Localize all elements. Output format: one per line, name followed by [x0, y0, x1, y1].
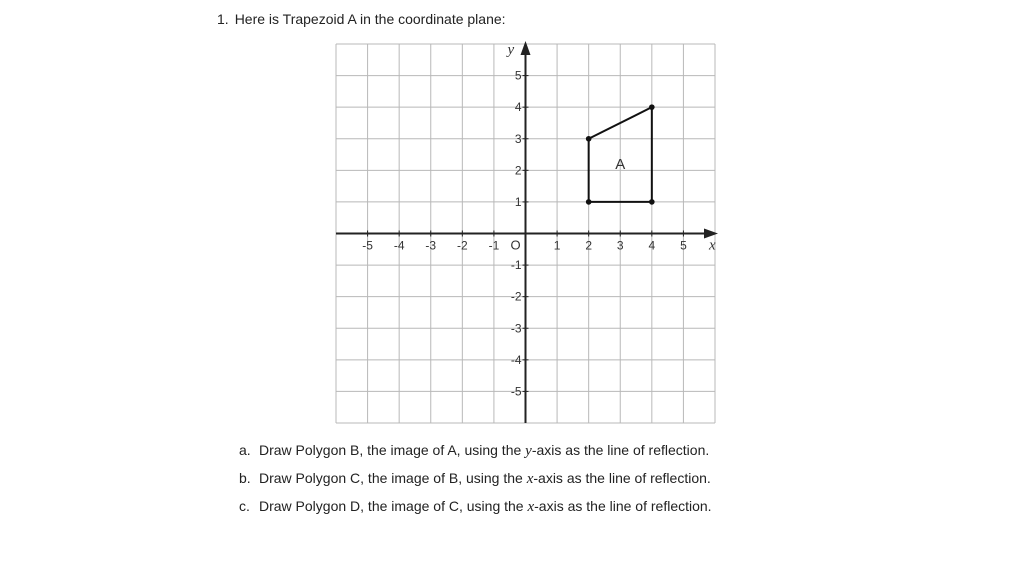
part-text-start: Draw Polygon D, the image of C, using the: [259, 498, 528, 514]
question-parts: [239, 441, 712, 525]
y-tick-label: -4: [510, 352, 522, 367]
x-tick-label: 4: [648, 238, 656, 253]
y-tick-label: 5: [514, 68, 522, 83]
y-tick-label: -5: [510, 384, 522, 399]
y-tick-label: -1: [510, 258, 522, 273]
axis-variable: y: [525, 443, 532, 459]
part-letter: a.: [239, 442, 251, 458]
part-letter: b.: [239, 470, 251, 486]
y-tick-label: 3: [514, 131, 522, 146]
y-tick-label: -3: [510, 321, 522, 336]
vertex-point: [649, 104, 655, 110]
y-axis-arrow-icon: [521, 41, 531, 55]
y-axis-label: y: [507, 42, 515, 58]
vertex-point: [586, 199, 592, 205]
y-tick-label: 2: [514, 163, 522, 178]
question-number: 1.: [217, 11, 229, 27]
x-tick-label: 5: [680, 238, 687, 253]
x-tick-label: -2: [456, 238, 468, 253]
x-axis-label: x: [709, 237, 716, 254]
axis-variable: x: [526, 471, 534, 487]
part-text-start: Draw Polygon B, the image of A, using the: [259, 442, 526, 458]
part-c: [239, 497, 712, 525]
vertex-point: [649, 199, 655, 205]
part-a: [239, 441, 712, 469]
x-tick-label: -5: [362, 238, 373, 253]
polygon-label: A: [615, 156, 626, 174]
vertex-point: [586, 136, 592, 142]
part-b: [239, 469, 712, 497]
x-tick-label: 1: [553, 238, 561, 253]
x-tick-label: -1: [488, 238, 500, 253]
tick-labels: [362, 42, 716, 398]
axes: [336, 41, 718, 423]
y-tick-label: -2: [510, 289, 522, 304]
x-tick-label: -4: [393, 238, 405, 253]
y-tick-label: 1: [514, 194, 522, 209]
part-text-end: -axis as the line of reflection.: [533, 470, 711, 486]
part-letter: c.: [239, 498, 250, 514]
y-tick-label: 4: [514, 100, 522, 115]
x-tick-label: 3: [616, 238, 624, 253]
axis-variable: x: [527, 499, 535, 515]
question-text: Here is Trapezoid A in the coordinate plane:: [234, 11, 506, 27]
part-text-end: -axis as the line of reflection.: [531, 442, 710, 458]
part-text-end: -axis as the line of reflection.: [534, 498, 712, 514]
part-text-start: Draw Polygon C, the image of B, using the: [259, 470, 527, 486]
x-tick-label: -3: [425, 238, 437, 253]
origin-label: O: [510, 237, 521, 253]
x-tick-label: 2: [585, 238, 593, 253]
